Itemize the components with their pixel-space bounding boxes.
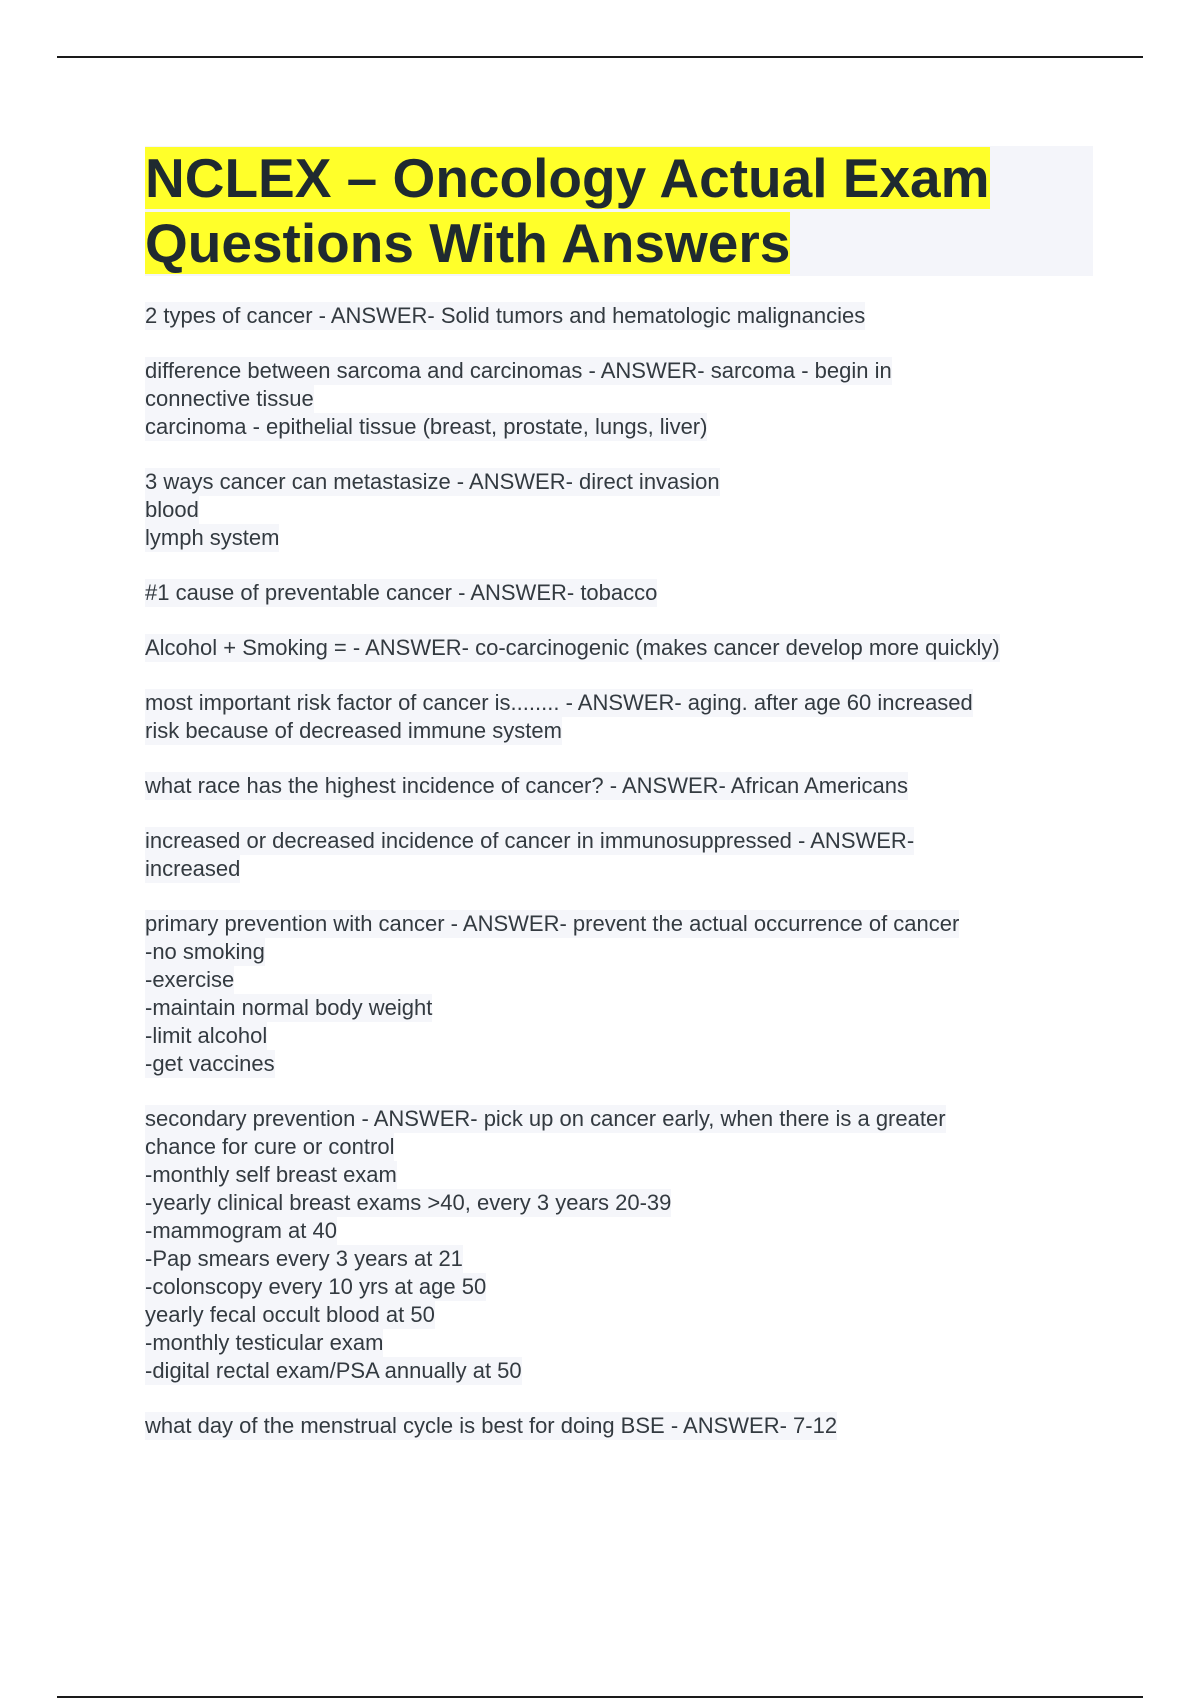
qa-list: [145, 302, 1095, 1440]
qa-item: [145, 1105, 1095, 1385]
qa-item: [145, 827, 1095, 883]
qa-item: [145, 689, 1095, 745]
qa-line: -Pap smears every 3 years at 21: [145, 1246, 463, 1271]
qa-line: risk because of decreased immune system: [145, 718, 562, 743]
qa-line: lymph system: [145, 525, 280, 550]
title-line-2: Questions With Answers: [145, 212, 791, 274]
qa-line: #1 cause of preventable cancer - ANSWER- tobacco: [145, 580, 658, 605]
qa-item: [145, 1412, 1095, 1440]
qa-line: blood: [145, 497, 199, 522]
qa-line: -monthly testicular exam: [145, 1330, 384, 1355]
qa-line: -colonscopy every 10 yrs at age 50: [145, 1274, 487, 1299]
bottom-rule: [57, 1696, 1143, 1698]
qa-line: -mammogram at 40: [145, 1218, 337, 1243]
qa-line: -digital rectal exam/PSA annually at 50: [145, 1358, 522, 1383]
qa-line: what race has the highest incidence of cancer? - ANSWER- African Americans: [145, 773, 909, 798]
qa-line: difference between sarcoma and carcinomas - ANSWER- sarcoma - begin in: [145, 358, 892, 383]
qa-line: chance for cure or control: [145, 1134, 395, 1159]
qa-line: connective tissue: [145, 386, 314, 411]
qa-line: carcinoma - epithelial tissue (breast, prostate, lungs, liver): [145, 414, 708, 439]
qa-line: most important risk factor of cancer is........ - ANSWER- aging. after age 60 increased: [145, 690, 973, 715]
qa-line: -get vaccines: [145, 1051, 275, 1076]
title-block: [145, 146, 1093, 276]
qa-line: -limit alcohol: [145, 1023, 268, 1048]
qa-item: [145, 357, 1095, 441]
qa-line: increased or decreased incidence of cancer in immunosuppressed - ANSWER-: [145, 828, 915, 853]
document-body: [145, 146, 1095, 1467]
qa-item: [145, 910, 1095, 1078]
qa-line: -maintain normal body weight: [145, 995, 433, 1020]
qa-line: -monthly self breast exam: [145, 1162, 397, 1187]
qa-line: what day of the menstrual cycle is best for doing BSE - ANSWER- 7-12: [145, 1413, 838, 1438]
qa-line: -no smoking: [145, 939, 265, 964]
qa-line: secondary prevention - ANSWER- pick up on cancer early, when there is a greater: [145, 1106, 946, 1131]
qa-item: [145, 634, 1095, 662]
qa-item: [145, 468, 1095, 552]
top-rule: [57, 56, 1143, 58]
qa-line: Alcohol + Smoking = - ANSWER- co-carcinogenic (makes cancer develop more quickly): [145, 635, 1000, 660]
qa-item: [145, 302, 1095, 330]
qa-item: [145, 579, 1095, 607]
qa-line: -yearly clinical breast exams >40, every 3 years 20-39: [145, 1190, 672, 1215]
qa-line: primary prevention with cancer - ANSWER- prevent the actual occurrence of cancer: [145, 911, 960, 936]
document-title: [145, 146, 1093, 276]
qa-line: -exercise: [145, 967, 235, 992]
qa-line: increased: [145, 856, 241, 881]
qa-line: yearly fecal occult blood at 50: [145, 1302, 435, 1327]
title-line-1: NCLEX – Oncology Actual Exam: [145, 147, 990, 209]
qa-item: [145, 772, 1095, 800]
qa-line: 3 ways cancer can metastasize - ANSWER- direct invasion: [145, 469, 720, 494]
qa-line: 2 types of cancer - ANSWER- Solid tumors and hematologic malignancies: [145, 303, 866, 328]
